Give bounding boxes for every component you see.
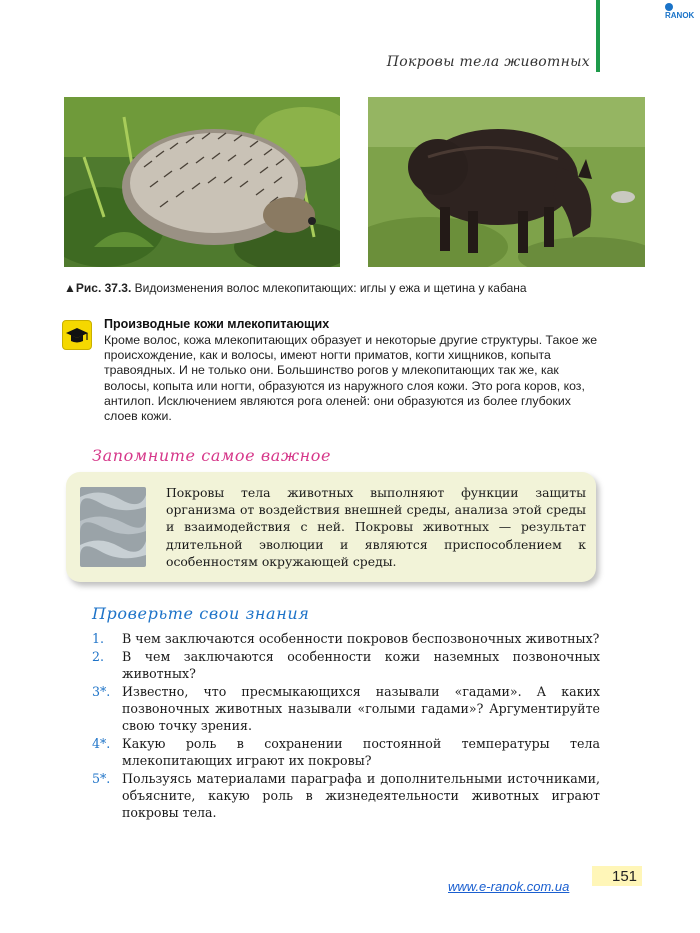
- figure-caption-label: Рис. 37.3.: [75, 281, 132, 295]
- publisher-url-link[interactable]: www.e-ranok.com.ua: [448, 879, 570, 894]
- remember-title: Запомните самое важное: [92, 446, 332, 465]
- question-number: 1.: [92, 631, 105, 646]
- section-title: Производные кожи млекопитающих: [104, 317, 330, 331]
- question-item: [92, 735, 600, 769]
- question-text: В чем заключаются особенности кожи наземных позвоночных животных?: [122, 649, 600, 681]
- page-number: 151: [612, 868, 638, 885]
- question-item: [92, 648, 600, 682]
- remember-text: Покровы тела животных выполняют функции защиты организма от воздействия внешней среды, анализа этой среды и взаимодействия с ней. Покровы животных — результат длительной эволюции и являются приспособлением к особенностям окружающей среды.: [166, 485, 586, 569]
- section-body: Кроме волос, кожа млекопитающих образует и некоторые другие структуры. Такое же происхождение, как и волосы, имеют ногти приматов, когти хищников, копыта травоядных. И не только они. Большинство рогов у млекопитающих так же, как волосы, копыта или ногти, образуются из наружного слоя кожи. Это рога коров, коз, антилоп. Исключением являются рога оленей: они образуются из более глубоких слоев кожи.: [104, 333, 598, 424]
- question-text: Известно, что пресмыкающихся называли «гадами». А каких позвоночных животных называли «голыми гадами»? Аргументируйте свою точку зрения.: [122, 684, 600, 733]
- figure-caption-text: Видоизменения волос млекопитающих: иглы у ежа и щетина у кабана: [131, 281, 527, 295]
- question-number: 4*.: [92, 736, 111, 751]
- figure-caption: ▲Рис. 37.3. Видоизменения волос млекопитающих: иглы у ежа и щетина у кабана: [64, 281, 527, 295]
- boar-photo: [368, 97, 645, 267]
- publisher-logo: RANOK: [665, 2, 700, 20]
- question-item: [92, 630, 600, 647]
- question-text: Какую роль в сохранении постоянной температуры тела млекопитающих играют их покровы?: [122, 736, 600, 768]
- header-accent-bar: [596, 0, 600, 72]
- skin-texture-image: [80, 487, 146, 567]
- check-title: Проверьте свои знания: [92, 604, 310, 623]
- graduation-cap-icon: [62, 320, 92, 350]
- question-item: [92, 683, 600, 734]
- question-list: [92, 630, 600, 822]
- page-header-title: Покровы тела животных: [386, 54, 590, 70]
- hedgehog-photo: [64, 97, 340, 267]
- question-item: [92, 770, 600, 821]
- question-number: 2.: [92, 649, 105, 664]
- question-number: 5*.: [92, 771, 111, 786]
- question-number: 3*.: [92, 684, 111, 699]
- logo-e-icon: [665, 3, 673, 11]
- question-text: Пользуясь материалами параграфа и дополнительными источниками, объясните, какую роль в жизнедеятельности животных играют покровы тела.: [122, 771, 600, 820]
- question-text: В чем заключаются особенности покровов беспозвоночных животных?: [122, 631, 600, 646]
